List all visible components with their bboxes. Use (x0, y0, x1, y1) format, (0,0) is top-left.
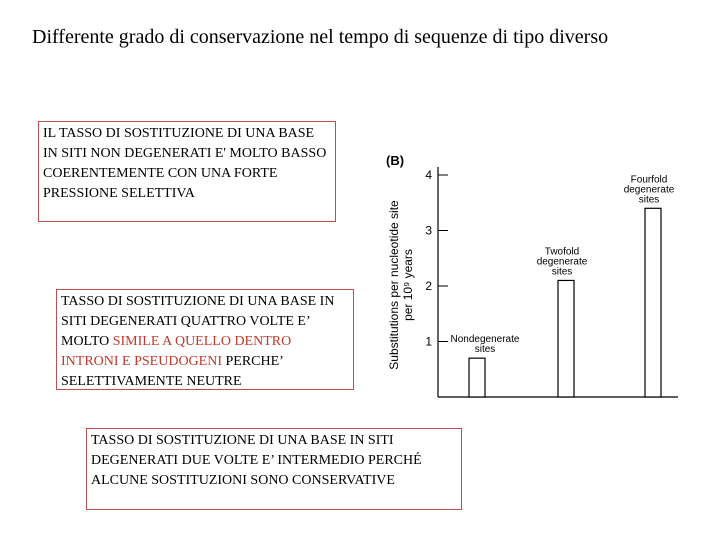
note-fourfold (56, 289, 354, 390)
bar-label-3-line-1: Fourfold (630, 174, 668, 186)
bar-label-1-line-2: sites (474, 344, 496, 356)
y-axis-label-line-1: Substitutions per nucleotide site (387, 200, 401, 370)
bar-label-1-line-1: Nondegenerate (450, 334, 520, 346)
y-tick-label-1: 1 (425, 334, 432, 349)
bar-label-2-line-3: sites (551, 266, 573, 278)
bar-label-3-line-3: sites (638, 194, 660, 206)
note-text-segment: SIMILE A QUELLO DENTRO INTRONI E PSEUDOGENI (61, 334, 292, 369)
note-twofold (86, 428, 462, 510)
bar-2 (558, 280, 574, 397)
substitution-rate-chart (380, 145, 680, 407)
y-axis-label-line-2: per 10⁹ years (401, 249, 415, 321)
bar-1 (469, 358, 485, 397)
note-text-segment: TASSO DI SOSTITUZIONE DI UNA BASE IN SITI DEGENERATI DUE VOLTE E’ INTERMEDIO PERCHÉ ALCUNE SOSTITUZIONI SONO CONSERVATIVE (91, 433, 422, 488)
bar-label-2-line-1: Twofold (544, 246, 580, 258)
panel-label: (B) (386, 153, 405, 168)
bar-3 (645, 208, 661, 397)
note-text-segment: IL TASSO DI SOSTITUZIONE DI UNA BASE IN SITI NON DEGENERATI E' MOLTO BASSO COERENTEMENTE CON UNA FORTE PRESSIONE SELETTIVA (43, 126, 327, 201)
bar-label-3-line-2: degenerate (623, 184, 675, 196)
page-title: Differente grado di conservazione nel tempo di sequenze di tipo diverso (32, 26, 609, 48)
y-tick-label-2: 2 (425, 279, 432, 293)
y-tick-label-4: 4 (425, 168, 432, 182)
note-nondegenerate (38, 121, 336, 222)
note-text-segment: PERCHE’ SELETTIVAMENTE NEUTRE (61, 354, 283, 389)
note-text-segment: TASSO DI SOSTITUZIONE DI UNA BASE IN SITI DEGENERATI QUATTRO VOLTE E’ MOLTO (61, 294, 335, 349)
y-tick-label-3: 3 (425, 223, 432, 238)
bar-label-2-line-2: degenerate (536, 256, 588, 268)
